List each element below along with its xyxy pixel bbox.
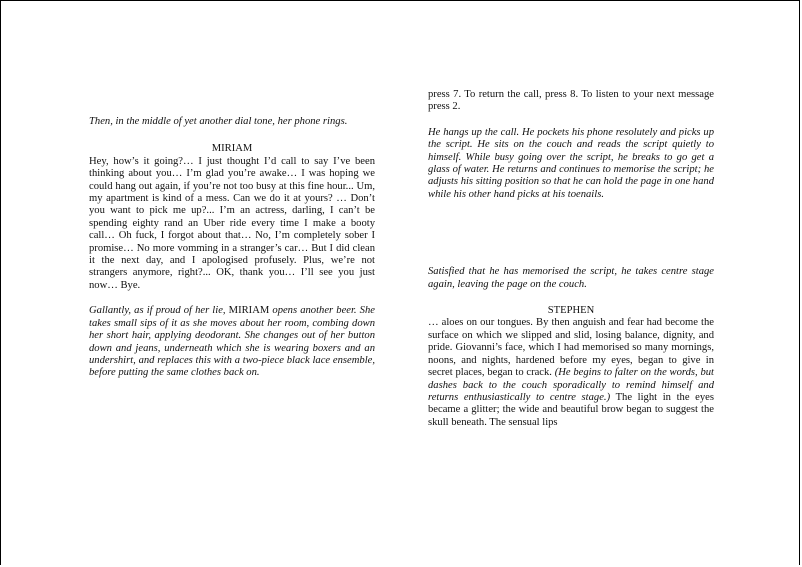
left-page xyxy=(89,116,375,380)
stage-direction-text: Gallantly, as if proud of her lie, xyxy=(89,305,226,317)
inline-stage-direction: (He begins to falter on the words, but dashes back to the couch sporadically to remind himself and returns enthusiastically to centre stage.) xyxy=(428,367,714,403)
dialogue-continued: press 7. To return the call, press 8. To listen to your next message press 2. xyxy=(428,89,714,113)
character-name: MIRIAM xyxy=(228,305,270,317)
stage-direction-text: opens another beer. She takes small sips of it as she moves about her room, combing down her short hair, applying deodorant. She changes out of her button down and jeans, underneath which she is wearing boxers and an undershirt, and replaces this with a two-piece black lace ensemble, before putting the same clothes back on. xyxy=(89,305,375,379)
dialogue-text: … aloes on our tongues. By then anguish and fear had become the surface on which we slipped and slid, losing balance, dignity, and pride. Giovanni’s face, which I had memorised so many mornings, noons, and nights, hardened before my eyes, began to give in secret places, began to crack. xyxy=(428,317,714,379)
stage-direction xyxy=(89,305,375,379)
dialogue xyxy=(428,317,714,429)
stage-direction: He hangs up the call. He pockets his phone resolutely and picks up the script. He sits on the couch and reads the script quietly to himself. While busy going over the script, he breaks to go get a glass of water. He returns and continues to memorise the script; he adjusts his sitting position so that he can hold the page in one hand while his other hand picks at his toenails. xyxy=(428,126,714,200)
stage-direction: Then, in the middle of yet another dial tone, her phone rings. xyxy=(89,116,348,127)
speaker-name: MIRIAM xyxy=(211,143,253,155)
dialogue: Hey, how’s it going?… I just thought I’d call to say I’ve been thinking about you… I’m glad you’re awake… I was hoping we could hang out again, if you’re not too busy at this fine hour... Um, my apartment is kind of a mess. Can we do it at yours? … Don’t you want to pick me up?... I’m an actress, darling, I can’t be spending eighty rand an Uber ride every time I make a booty call… Oh fuck, I forgot about that… No, I’m completely sober I promise… No more vomming in a stranger’s car… But I did clean it the next day, and I apologised profusely. Plus, we’re not strangers anymore, right?... OK, thank you… I’ll see you just now… Bye. xyxy=(89,155,375,291)
dialogue-text: The light in the eyes became a glitter; the wide and beautiful brow began to suggest the skull beneath. The sensual lips xyxy=(428,391,714,428)
speaker-name: STEPHEN xyxy=(547,305,595,317)
right-page xyxy=(428,89,714,429)
stage-direction: Satisfied that he has memorised the script, he takes centre stage again, leaving the page on the couch. xyxy=(428,266,714,290)
